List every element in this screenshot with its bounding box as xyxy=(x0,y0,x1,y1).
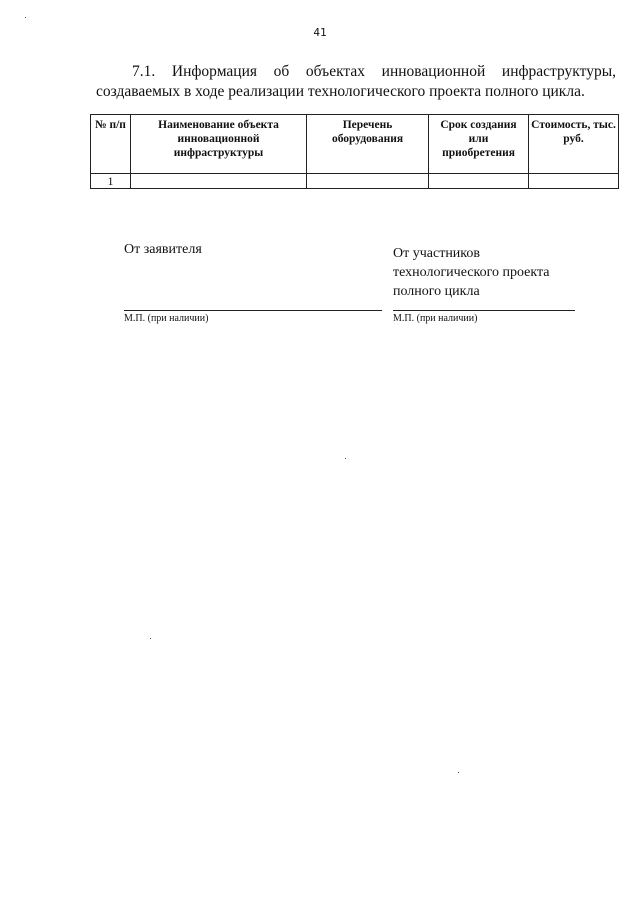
participants-label-line-3: полного цикла xyxy=(393,284,480,299)
page-number: 41 xyxy=(313,26,327,39)
column-header-number: № п/п xyxy=(91,115,131,174)
participants-signature-line xyxy=(393,310,575,311)
scan-speck xyxy=(345,458,346,459)
column-header-creation-term: Срок создания или приобретения xyxy=(429,115,529,174)
column-header-object-name: Наименование объекта инновационной инфраструктуры xyxy=(131,115,307,174)
column-header-cost: Стоимость, тыс. руб. xyxy=(529,115,619,174)
scan-speck xyxy=(25,17,26,18)
applicant-signature-label: От заявителя xyxy=(124,242,202,257)
section-heading-line-2: создаваемых в ходе реализации технологического проекта полного цикла. xyxy=(96,83,585,100)
innovation-infrastructure-table xyxy=(90,114,619,189)
participants-label-line-2: технологического проекта xyxy=(393,265,550,280)
participants-signature-label xyxy=(393,244,593,301)
scan-speck xyxy=(458,772,459,773)
participants-label-line-1: От участников xyxy=(393,246,481,261)
applicant-signature-line xyxy=(124,310,382,311)
table-cell-cost xyxy=(529,174,619,189)
table-cell-creation-term xyxy=(429,174,529,189)
table-row xyxy=(91,174,619,189)
section-heading-line-1: 7.1. Информация об объектах инновационной инфраструктуры, xyxy=(132,63,616,80)
column-header-equipment-list: Перечень оборудования xyxy=(307,115,429,174)
participants-stamp-note: М.П. (при наличии) xyxy=(393,313,478,324)
section-heading xyxy=(96,62,616,102)
table-cell-equipment-list xyxy=(307,174,429,189)
table-cell-object-name xyxy=(131,174,307,189)
table-header-row xyxy=(91,115,619,174)
table-cell-number: 1 xyxy=(91,174,131,189)
applicant-stamp-note: М.П. (при наличии) xyxy=(124,313,209,324)
scan-speck xyxy=(150,638,151,639)
